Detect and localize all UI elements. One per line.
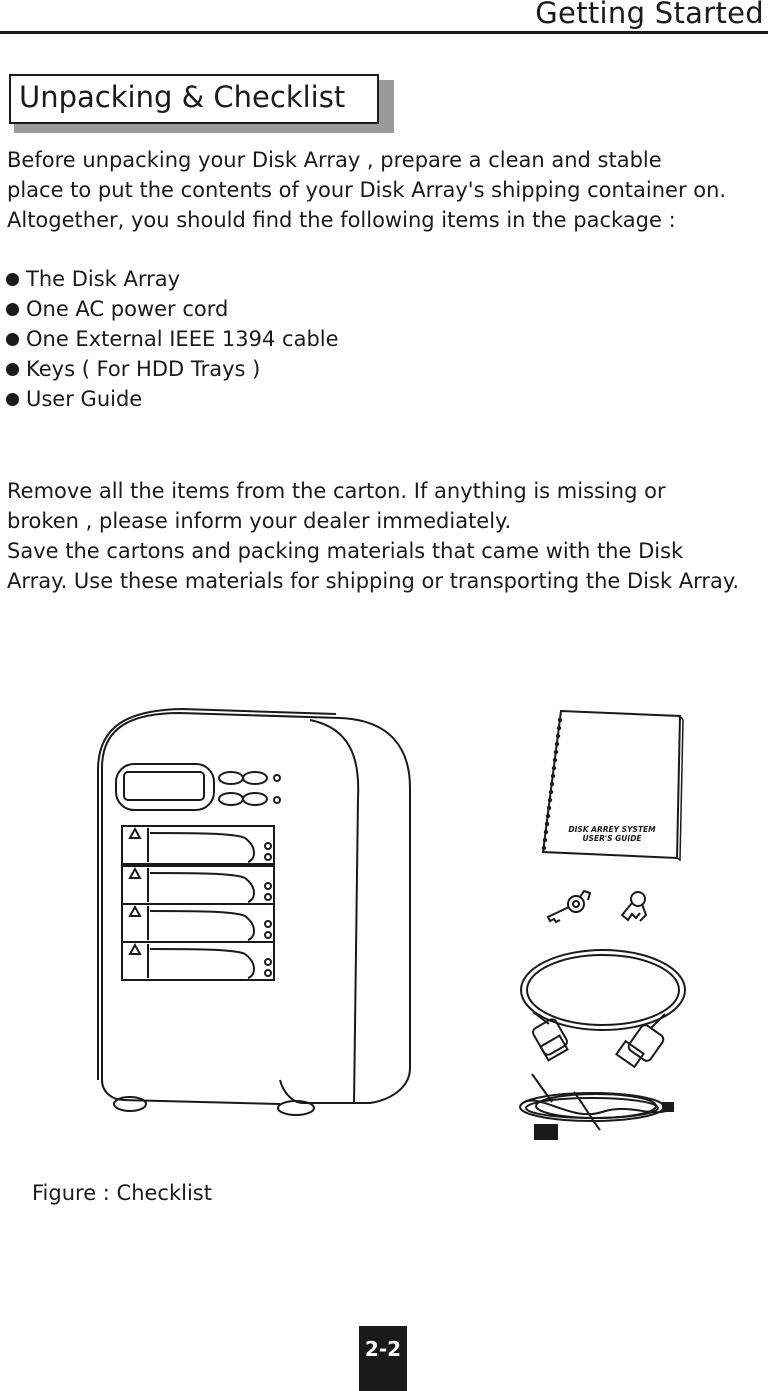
- bullet-icon: [6, 333, 19, 346]
- ieee1394-cable-illustration: [515, 942, 695, 1072]
- checklist-item: [6, 384, 339, 414]
- header-divider: [0, 31, 768, 34]
- user-guide-illustration: [535, 708, 685, 863]
- header-title: Getting Started: [535, 0, 764, 30]
- intro-line-3: Altogether, you should find the following items in the package :: [7, 208, 676, 232]
- intro-line-1: Before unpacking your Disk Array , prepare a clean and stable: [7, 148, 662, 172]
- checklist-item: [6, 294, 339, 324]
- checklist-item-label: User Guide: [26, 387, 143, 411]
- section-title: Unpacking & Checklist: [19, 80, 346, 114]
- checklist-item: [6, 324, 339, 354]
- figure-caption: Figure : Checklist: [32, 1181, 212, 1205]
- notes-line-1: Remove all the items from the carton. If anything is missing or: [7, 479, 666, 503]
- checklist-item-label: Keys ( For HDD Trays ): [26, 357, 261, 381]
- intro-line-2: place to put the contents of your Disk Array's shipping container on.: [7, 178, 727, 202]
- notes-line-4: Array. Use these materials for shipping or transporting the Disk Array.: [7, 569, 740, 593]
- manual-title-line-1: DISK ARREY SYSTEM: [568, 825, 656, 834]
- bullet-icon: [6, 303, 19, 316]
- disk-array-illustration: [90, 708, 420, 1118]
- power-cord-illustration: [512, 1072, 677, 1142]
- checklist-item: [6, 354, 339, 384]
- page-number: 2-2: [359, 1326, 407, 1391]
- checklist-item-label: The Disk Array: [26, 267, 181, 291]
- bullet-icon: [6, 393, 19, 406]
- notes-line-3: Save the cartons and packing materials that came with the Disk: [7, 539, 684, 563]
- notes-line-2: broken , please inform your dealer immediately.: [7, 509, 512, 533]
- manual-title-line-2: USER'S GUIDE: [582, 834, 642, 843]
- bullet-icon: [6, 273, 19, 286]
- checklist-item-label: One AC power cord: [26, 297, 229, 321]
- checklist-item: [6, 264, 339, 294]
- checklist: [6, 264, 339, 414]
- keys-illustration: [540, 887, 665, 927]
- checklist-item-label: One External IEEE 1394 cable: [26, 327, 339, 351]
- bullet-icon: [6, 363, 19, 376]
